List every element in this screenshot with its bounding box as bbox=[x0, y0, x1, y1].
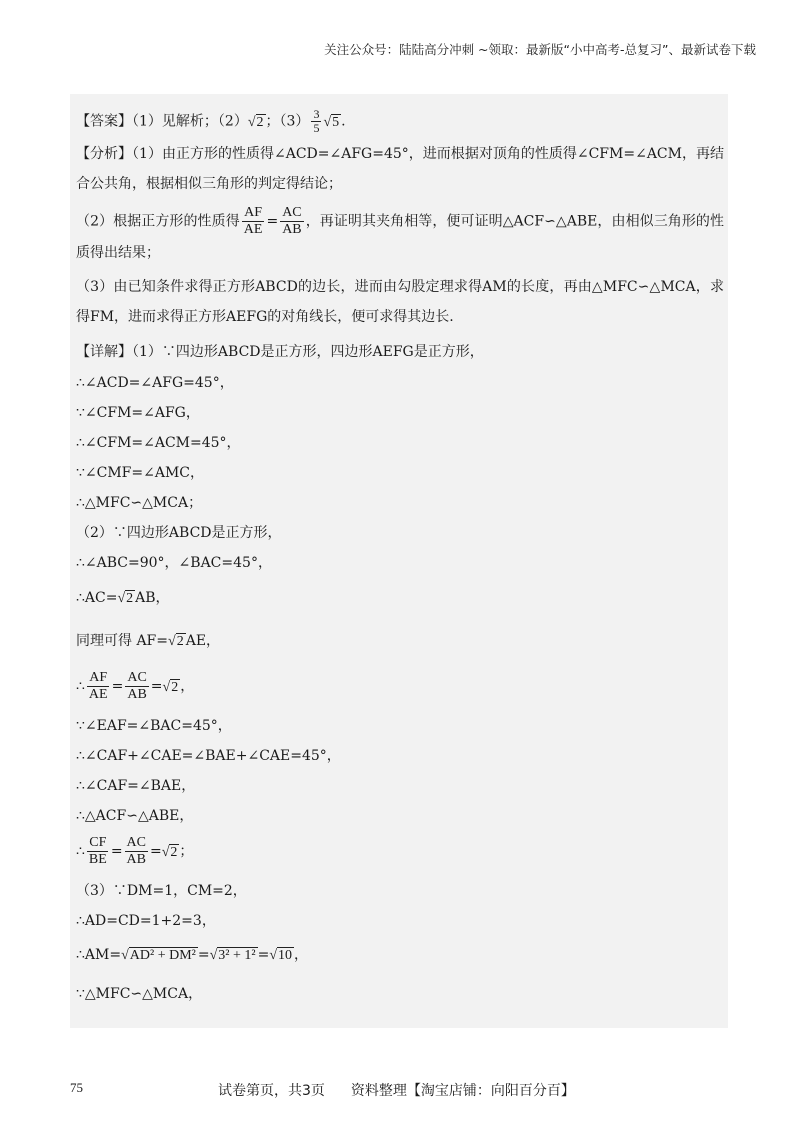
detail-line: ∴AD=CD=1+2=3， bbox=[76, 913, 216, 929]
analysis-part3: （3）由已知条件求得正方形ABCD的边长，进而由勾股定理求得AM的长度，再由△MFC∽△MCA，求得FM，进而求得正方形AEFG的对角线长，便可求得其边长. bbox=[76, 279, 724, 325]
page-number: 75 bbox=[70, 1080, 83, 1095]
detail-line: ∴∠ABC=90°，∠BAC=45°， bbox=[76, 555, 272, 571]
detail-line: ∴∠CAF=∠BAE， bbox=[76, 778, 196, 794]
answer-line: 【答案】（1）见解析；（2）√2 ；（3） $\frac{3}{5}$ √5 . bbox=[76, 107, 346, 135]
detail-line: ∴△MFC∽△MCA； bbox=[76, 495, 203, 511]
detail-line: 【详解】（1）∵四边形ABCD是正方形，四边形AEFG是正方形， bbox=[76, 344, 484, 360]
detail-line: 同理可得 AF=√2 AE， bbox=[76, 633, 221, 649]
detail-line: ∴∠ACD=∠AFG=45°， bbox=[76, 375, 234, 391]
detail-line: ∵∠CFM=∠AFG， bbox=[76, 405, 200, 421]
detail-line: （2）∵四边形ABCD是正方形， bbox=[76, 525, 282, 541]
detail-line: ∵△MFC∽△MCA， bbox=[76, 986, 203, 1002]
fraction-3-5: $\frac{3}{5}$ bbox=[313, 107, 320, 135]
detail-line: ∴∠CAF+∠CAE=∠BAE+∠CAE=45°， bbox=[76, 748, 341, 764]
solution-panel bbox=[70, 94, 728, 1028]
detail-line: ∴ $\frac{CF}{BE}$ = $\frac{AC}{AB}$ =√2 ； bbox=[76, 835, 194, 867]
detail-line: （3）∵DM=1，CM=2， bbox=[76, 883, 247, 899]
sqrt-2: √2 bbox=[247, 114, 264, 130]
detail-line: ∵∠CMF=∠AMC， bbox=[76, 465, 205, 481]
detail-line: ∴AC=√2 AB， bbox=[76, 590, 170, 606]
analysis-part1: 【分析】（1）由正方形的性质得∠ACD=∠AFG=45°，进而根据对顶角的性质得∠CFM=∠ACM，再结合公共角，根据相似三角形的判定得结论； bbox=[76, 146, 724, 192]
detail-line: ∴△ACF∽△ABE， bbox=[76, 808, 194, 824]
detail-line: ∴ $\frac{AF}{AE}$ = $\frac{AC}{AB}$ =√2 ， bbox=[76, 670, 195, 702]
detail-line: ∵∠EAF=∠BAC=45°， bbox=[76, 718, 232, 734]
detail-line: ∴AM=√AD² + DM² =√3² + 1² =√10 ， bbox=[76, 947, 308, 963]
page-header: 关注公众号：陆陆高分冲刺 ~领取：最新版“小中高考-总复习”、最新试卷下载 bbox=[324, 42, 756, 57]
analysis-part2: （2）根据正方形的性质得 $\frac{AF}{AE}$ = $\frac{AC}{AB}$ ，再证明其夹角相等，便可证明△ACF∽△ABE，由相似三角形的性质得出结果； bbox=[76, 205, 724, 261]
page-footer: 试卷第页，共3页 资料整理【淘宝店铺：向阳百分百】 bbox=[218, 1083, 575, 1099]
detail-line: ∴∠CFM=∠ACM=45°， bbox=[76, 435, 241, 451]
